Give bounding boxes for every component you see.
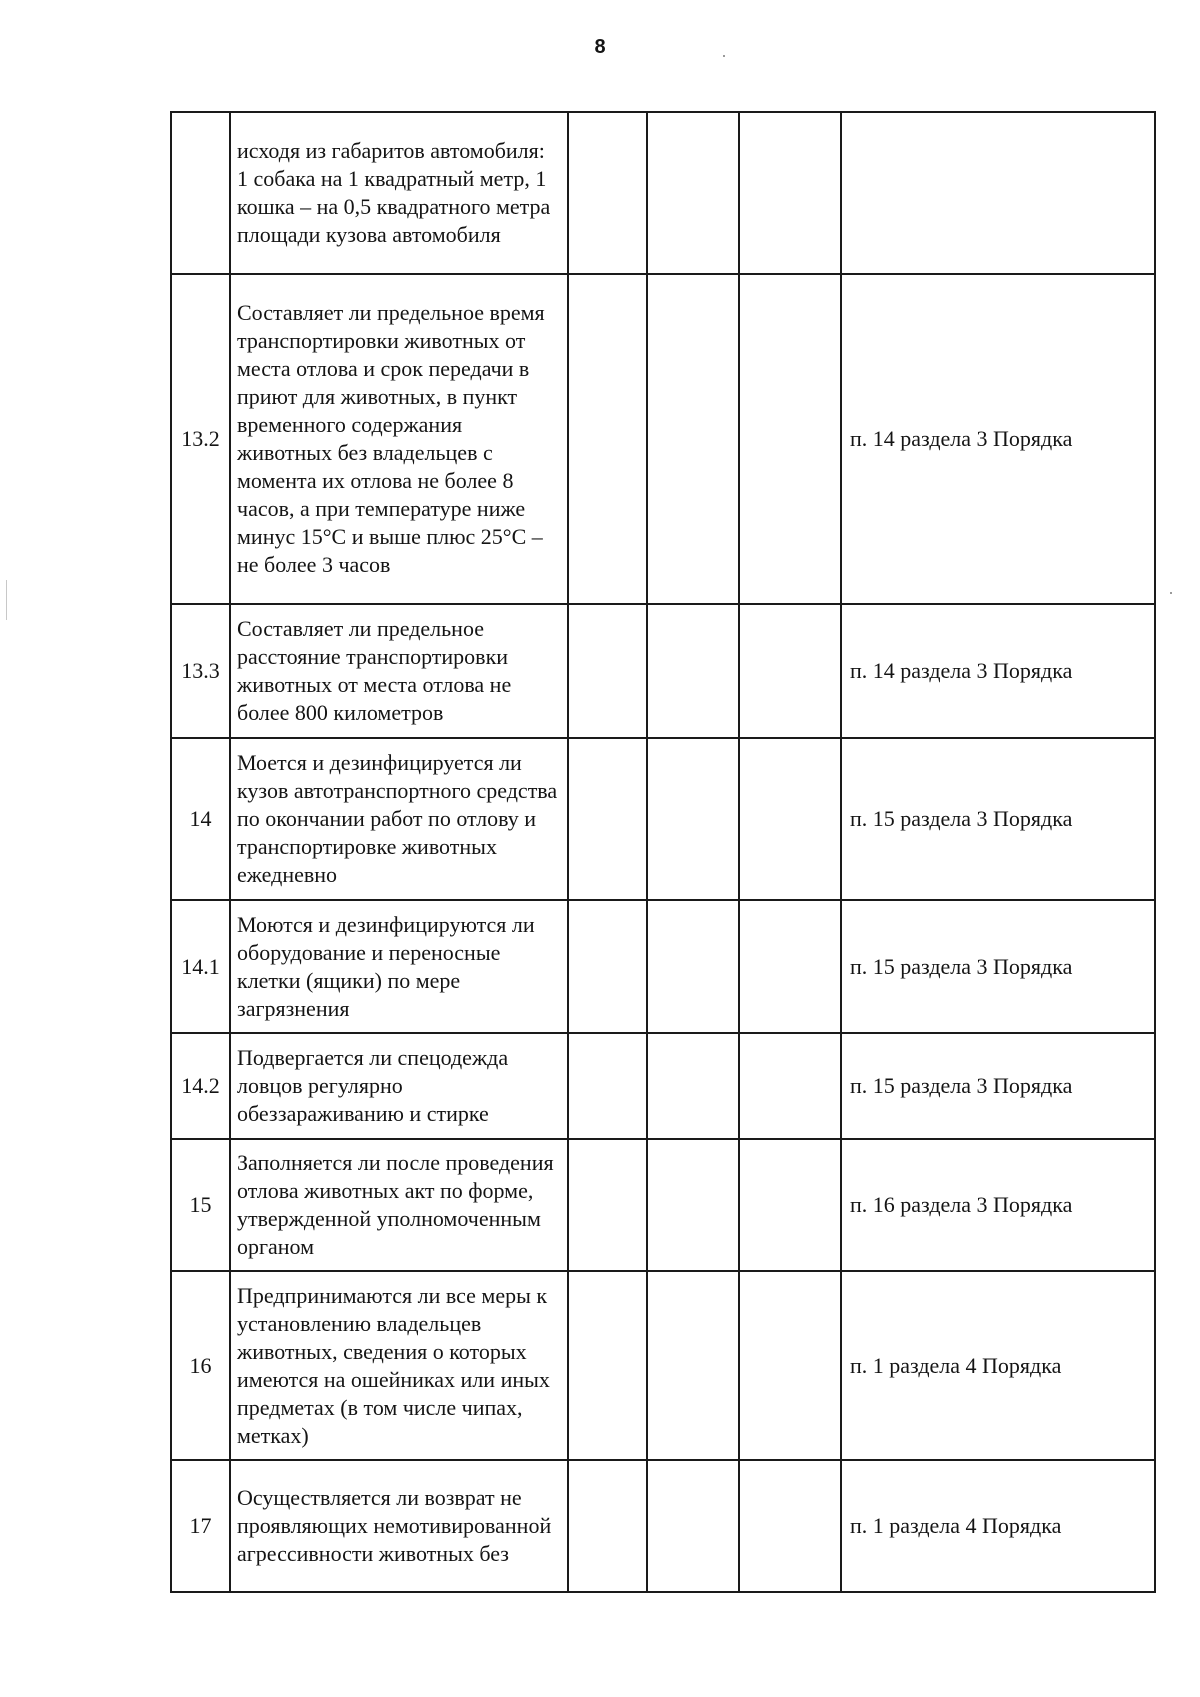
row-question: Составляет ли предельное время транспортировки животных от места отлова и срок передачи в приют для животных, в пункт временного содержания животных без владельцев с момента их отлова не более 8 часов, а при температуре ниже минус 15°С и выше плюс 25°С – не более 3 часов [230, 274, 568, 604]
row-number: 14.2 [171, 1033, 230, 1139]
empty-cell [739, 112, 841, 274]
table-row [171, 738, 1155, 900]
scan-speck [723, 55, 725, 57]
row-reference: п. 15 раздела 3 Порядка [841, 1033, 1155, 1139]
row-number: 15 [171, 1139, 230, 1271]
row-reference: п. 15 раздела 3 Порядка [841, 900, 1155, 1033]
empty-cell [739, 1139, 841, 1271]
empty-cell [739, 1271, 841, 1460]
page-number: 8 [594, 36, 606, 58]
table-row [171, 1460, 1155, 1592]
row-reference: п. 1 раздела 4 Порядка [841, 1271, 1155, 1460]
checklist-table [170, 111, 1156, 1593]
scan-speck [6, 580, 7, 620]
table-row [171, 1139, 1155, 1271]
empty-cell [568, 1033, 647, 1139]
row-number: 13.2 [171, 274, 230, 604]
table-row [171, 1033, 1155, 1139]
row-question: Подвергается ли спецодежда ловцов регулярно обеззараживанию и стирке [230, 1033, 568, 1139]
row-number: 17 [171, 1460, 230, 1592]
row-number: 16 [171, 1271, 230, 1460]
empty-cell [568, 1139, 647, 1271]
table-row [171, 900, 1155, 1033]
table-row [171, 112, 1155, 274]
empty-cell [647, 112, 739, 274]
empty-cell [647, 1139, 739, 1271]
table-row [171, 274, 1155, 604]
row-number: 14 [171, 738, 230, 900]
empty-cell [739, 1460, 841, 1592]
table-row [171, 1271, 1155, 1460]
empty-cell [647, 1460, 739, 1592]
empty-cell [739, 274, 841, 604]
row-question: Осуществляется ли возврат не проявляющих немотивированной агрессивности животных без [230, 1460, 568, 1592]
row-reference: п. 1 раздела 4 Порядка [841, 1460, 1155, 1592]
row-reference [841, 112, 1155, 274]
empty-cell [647, 738, 739, 900]
empty-cell [568, 604, 647, 738]
row-reference: п. 14 раздела 3 Порядка [841, 274, 1155, 604]
row-question: Моется и дезинфицируется ли кузов автотранспортного средства по окончании работ по отлову и транспортировке животных ежедневно [230, 738, 568, 900]
empty-cell [568, 738, 647, 900]
empty-cell [739, 900, 841, 1033]
row-question: исходя из габаритов автомобиля: 1 собака на 1 квадратный метр, 1 кошка – на 0,5 квадратного метра площади кузова автомобиля [230, 112, 568, 274]
scan-speck [1170, 592, 1172, 594]
empty-cell [647, 1033, 739, 1139]
empty-cell [568, 112, 647, 274]
empty-cell [568, 900, 647, 1033]
empty-cell [647, 900, 739, 1033]
row-number: 13.3 [171, 604, 230, 738]
row-reference: п. 16 раздела 3 Порядка [841, 1139, 1155, 1271]
empty-cell [647, 274, 739, 604]
row-reference: п. 14 раздела 3 Порядка [841, 604, 1155, 738]
checklist-table-body [171, 112, 1155, 1592]
row-reference: п. 15 раздела 3 Порядка [841, 738, 1155, 900]
empty-cell [568, 274, 647, 604]
empty-cell [739, 738, 841, 900]
empty-cell [739, 1033, 841, 1139]
empty-cell [647, 1271, 739, 1460]
row-number: 14.1 [171, 900, 230, 1033]
empty-cell [739, 604, 841, 738]
row-number [171, 112, 230, 274]
empty-cell [647, 604, 739, 738]
row-question: Заполняется ли после проведения отлова животных акт по форме, утвержденной уполномоченным органом [230, 1139, 568, 1271]
empty-cell [568, 1460, 647, 1592]
row-question: Моются и дезинфицируются ли оборудование и переносные клетки (ящики) по мере загрязнения [230, 900, 568, 1033]
empty-cell [568, 1271, 647, 1460]
row-question: Составляет ли предельное расстояние транспортировки животных от места отлова не более 800 километров [230, 604, 568, 738]
row-question: Предпринимаются ли все меры к установлению владельцев животных, сведения о которых имеются на ошейниках или иных предметах (в том числе чипах, метках) [230, 1271, 568, 1460]
table-row [171, 604, 1155, 738]
